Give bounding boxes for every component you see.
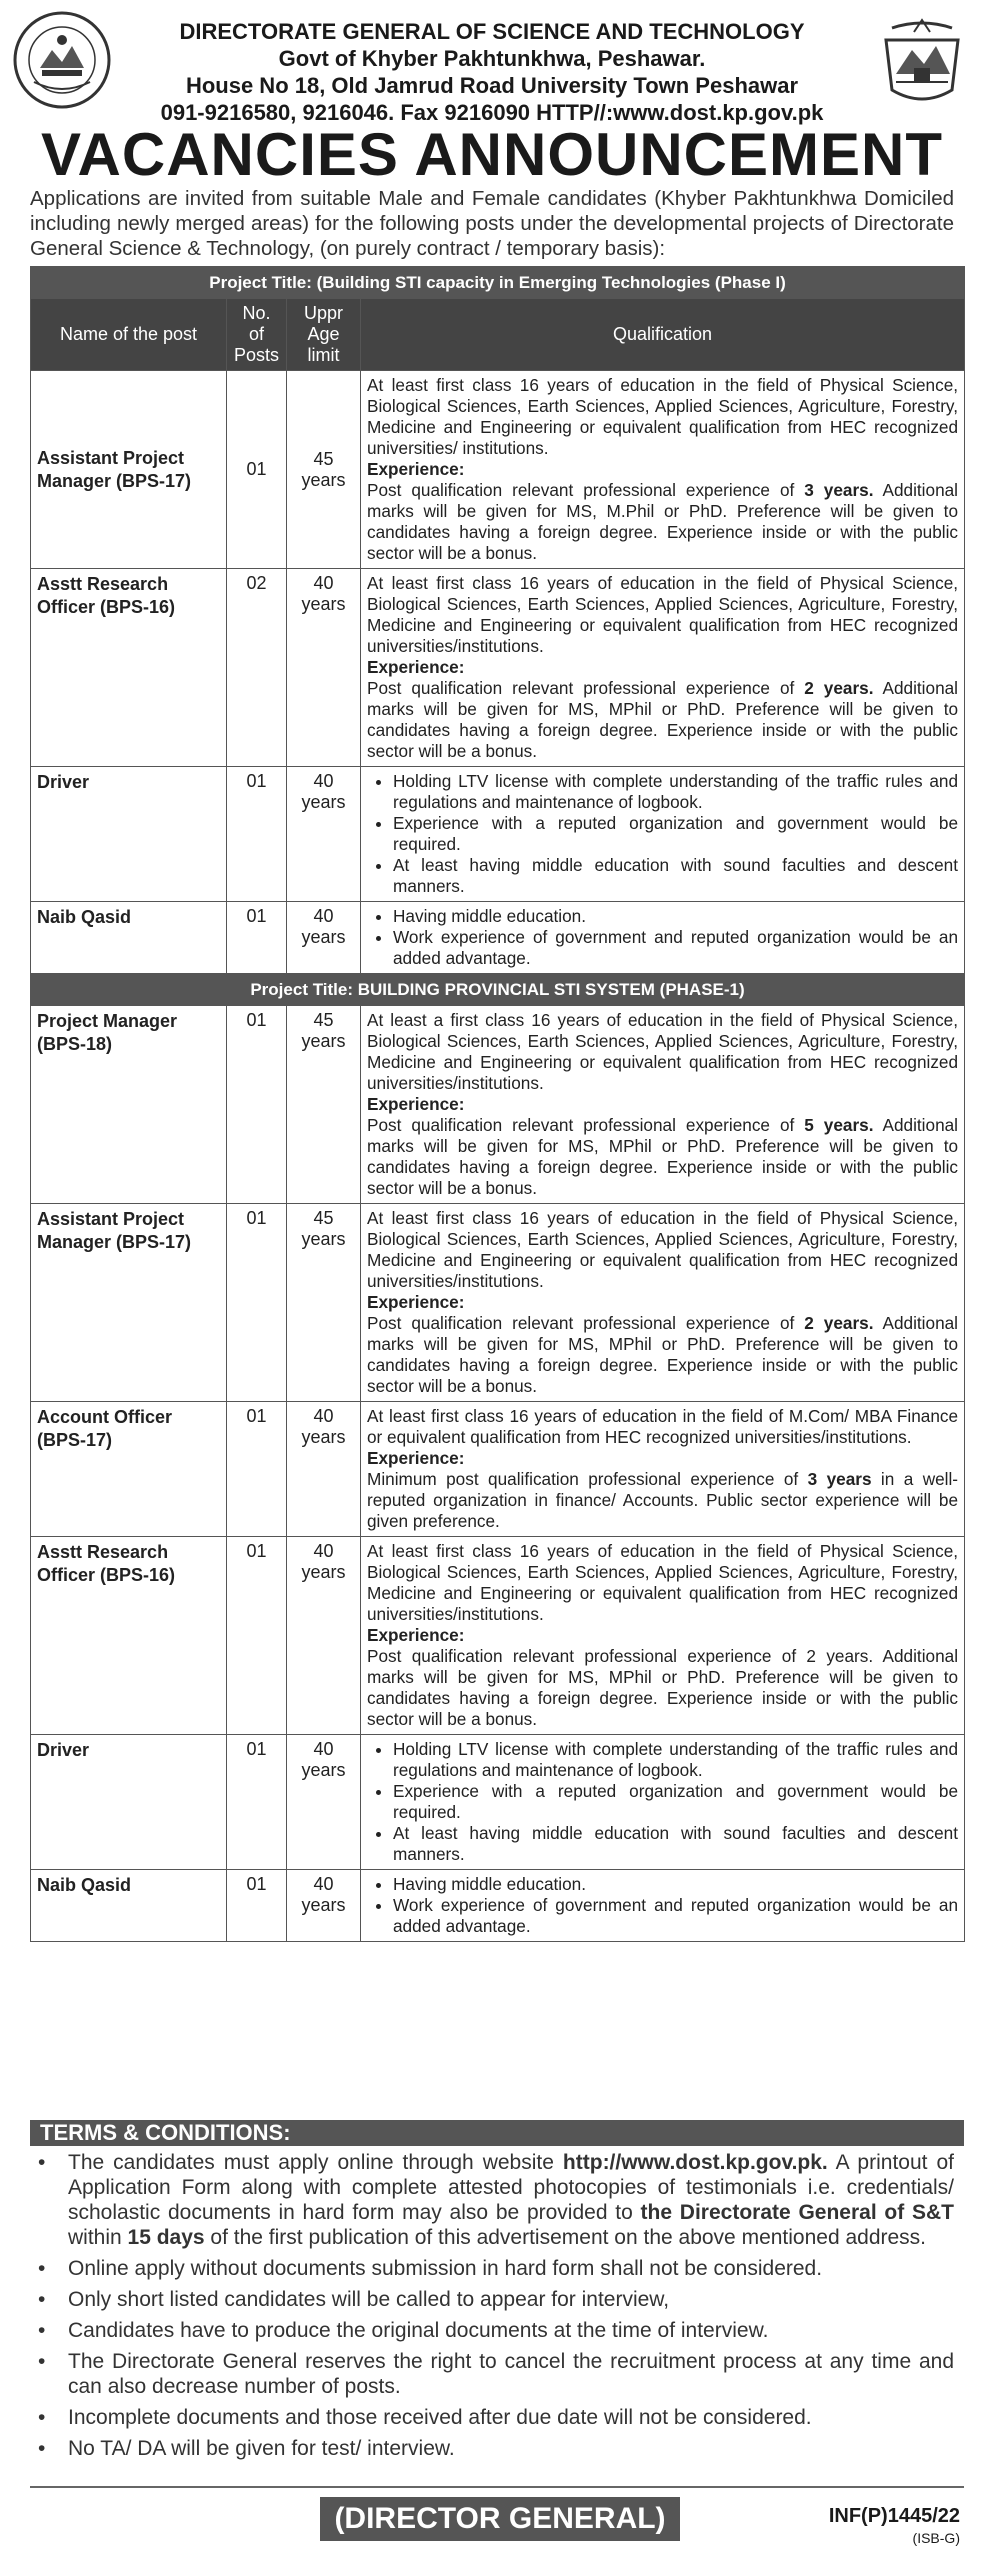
qualification-text: At least first class 16 years of education in the field of M.Com/ MBA Finance or equivalent qualification from HEC recognized universities/institutions. xyxy=(367,1406,959,1447)
terms-item xyxy=(38,2436,954,2461)
post-name: Driver xyxy=(31,767,227,902)
table-row xyxy=(31,1870,965,1942)
qualification xyxy=(361,902,965,974)
age-limit: 40 years xyxy=(287,1537,361,1735)
experience-label: Experience: xyxy=(367,657,465,677)
terms-bold: 15 days xyxy=(127,2226,205,2249)
bullet-icon: • xyxy=(38,2151,46,2174)
experience-text-a: Post qualification relevant professional experience of xyxy=(367,678,805,698)
requirement-item: • Having middle education. xyxy=(393,906,958,927)
qualification xyxy=(361,569,965,767)
experience-text xyxy=(367,480,958,564)
bullet-icon: • xyxy=(38,2288,46,2311)
age-limit: 45 years xyxy=(287,1204,361,1402)
contact-line: 091-9216580, 9216046. Fax 9216090 HTTP//:www.dost.kp.gov.pk xyxy=(160,100,824,125)
col-header-age: Uppr Age limit xyxy=(287,299,361,371)
terms-item xyxy=(38,2150,954,2250)
age-limit: 45 years xyxy=(287,1006,361,1204)
address: House No 18, Old Jamrud Road University Town Peshawar xyxy=(185,73,799,98)
terms-text: A printout of Application Form along with complete attested photocopies of testimonials i.e. credentials/ scholastic documents in hard form may also be provided to xyxy=(68,2151,954,2224)
post-count: 01 xyxy=(227,1204,287,1402)
post-name: Asstt Research Officer (BPS-16) xyxy=(31,569,227,767)
col-header-posts: No. of Posts xyxy=(227,299,287,371)
age-limit: 45 years xyxy=(287,371,361,569)
table-row xyxy=(31,1537,965,1735)
qualification-text: At least first class 16 years of education in the field of Physical Science, Biological Sciences, Earth Sciences, Applied Sciences, Agriculture, Forestry, Medicine and Engineering or equivalent qualification from HEC recognized universities/institutions. xyxy=(367,1208,959,1291)
terms-item xyxy=(38,2318,954,2343)
table-row xyxy=(31,1006,965,1204)
dost-seal-logo xyxy=(12,10,112,110)
requirement-list xyxy=(367,771,958,897)
project-title: Project Title: BUILDING PROVINCIAL STI SYSTEM (PHASE-1) xyxy=(31,974,965,1006)
requirement-item: • Holding LTV license with complete understanding of the traffic rules and regulations and maintenance of logbook. xyxy=(393,1739,958,1781)
experience-years: 5 years. xyxy=(804,1115,874,1135)
experience-text-c: Additional marks will be given for MS, MPhil or PhD. Preference will be given to candidates having a foreign degree. Experience inside or with the public sector will be a bonus. xyxy=(367,678,959,761)
experience-text-c: Additional marks will be given for MS, MPhil or PhD. Preference will be given to candidates having a foreign degree. Experience inside or with the public sector will be a bonus. xyxy=(367,1115,959,1198)
kp-govt-emblem xyxy=(872,10,972,110)
experience-label: Experience: xyxy=(367,1625,465,1645)
col-header-post: Name of the post xyxy=(31,299,227,371)
qualification-text: At least first class 16 years of education in the field of Physical Science, Biological Sciences, Earth Sciences, Applied Sciences, Agriculture, Forestry, Medicine and Engineering or equivalent qualification from HEC recognized universities/ institutions. xyxy=(367,375,959,458)
website-link[interactable]: http://www.dost.kp.gov.pk. xyxy=(562,2151,828,2174)
table-row xyxy=(31,1204,965,1402)
bullet-icon: • xyxy=(38,2350,46,2373)
bullet-icon: • xyxy=(38,2437,46,2460)
requirement-item: • Holding LTV license with complete understanding of the traffic rules and regulations and maintenance of logbook. xyxy=(393,771,958,813)
qualification xyxy=(361,371,965,569)
experience-label: Experience: xyxy=(367,1094,465,1114)
post-count: 01 xyxy=(227,371,287,569)
terms-text: No TA/ DA will be given for test/ interview. xyxy=(68,2437,455,2460)
table-header-row xyxy=(31,299,965,371)
org-name: DIRECTORATE GENERAL OF SCIENCE AND TECHNOLOGY xyxy=(179,19,805,44)
requirement-list xyxy=(367,1874,958,1937)
experience-label: Experience: xyxy=(367,459,465,479)
experience-years: 2 years. xyxy=(804,1313,874,1333)
experience-text-a: Post qualification relevant professional experience of xyxy=(367,1313,805,1333)
terms-text: The Directorate General reserves the right to cancel the recruitment process at any time and can also decrease number of posts. xyxy=(68,2350,954,2398)
age-limit: 40 years xyxy=(287,1870,361,1942)
experience-label: Experience: xyxy=(367,1292,465,1312)
experience-text-c: Additional marks will be given for MS, MPhil or PhD. Preference will be given to candidates having a foreign degree. Experience inside or with the public sector will be a bonus. xyxy=(367,1646,959,1729)
terms-item xyxy=(38,2349,954,2399)
table-row xyxy=(31,371,965,569)
age-limit: 40 years xyxy=(287,767,361,902)
terms-item xyxy=(38,2256,954,2281)
vacancies-table xyxy=(30,266,965,1942)
col-header-qualification: Qualification xyxy=(361,299,965,371)
post-count: 01 xyxy=(227,1006,287,1204)
age-limit: 40 years xyxy=(287,1735,361,1870)
experience-label: Experience: xyxy=(367,1448,465,1468)
table-row xyxy=(31,1735,965,1870)
bullet-icon: • xyxy=(38,2319,46,2342)
post-name: Naib Qasid xyxy=(31,902,227,974)
age-limit: 40 years xyxy=(287,569,361,767)
qualification xyxy=(361,1537,965,1735)
post-count: 01 xyxy=(227,767,287,902)
experience-text-a: Minimum post qualification professional experience of xyxy=(367,1469,808,1489)
qualification-text: At least first class 16 years of education in the field of Physical Science, Biological Sciences, Earth Sciences, Applied Sciences, Agriculture, Forestry, Medicine and Engineering or equivalent qualification from HEC recognized universities/institutions. xyxy=(367,1541,959,1624)
post-name: Assistant Project Manager (BPS-17) xyxy=(31,1204,227,1402)
experience-text-c: Additional marks will be given for MS, M.Phil or PhD. Preference will be given to candidates having a foreign degree. Experience inside or with the public sector will be a bonus. xyxy=(367,480,959,563)
post-count: 01 xyxy=(227,902,287,974)
post-count: 02 xyxy=(227,569,287,767)
signature-block: (DIRECTOR GENERAL) xyxy=(320,2497,680,2541)
govt-name: Govt of Khyber Pakhtunkhwa, Peshawar. xyxy=(278,46,706,71)
terms-item xyxy=(38,2287,954,2312)
terms-list xyxy=(38,2150,954,2467)
experience-text xyxy=(367,1115,958,1199)
terms-text: Candidates have to produce the original documents at the time of interview. xyxy=(68,2319,769,2342)
requirement-list xyxy=(367,1739,958,1865)
experience-text-a: Post qualification relevant professional experience of 2 years. xyxy=(367,1646,874,1666)
post-count: 01 xyxy=(227,1537,287,1735)
page-title: VACANCIES ANNOUNCEMENT xyxy=(40,121,944,188)
post-name: Driver xyxy=(31,1735,227,1870)
experience-text-a: Post qualification relevant professional experience of xyxy=(367,1115,805,1135)
requirement-item: • Having middle education. xyxy=(393,1874,958,1895)
requirement-item: • Work experience of government and reputed organization would be an added advantage. xyxy=(393,927,958,969)
table-row xyxy=(31,767,965,902)
terms-text: Only short listed candidates will be called to appear for interview, xyxy=(68,2288,670,2311)
qualification xyxy=(361,1402,965,1537)
table-row xyxy=(31,1402,965,1537)
bullet-icon: • xyxy=(38,2257,46,2280)
qualification xyxy=(361,1006,965,1204)
experience-text xyxy=(367,1313,958,1397)
requirement-item: • At least having middle education with sound faculties and descent manners. xyxy=(393,855,958,897)
post-name: Account Officer (BPS-17) xyxy=(31,1402,227,1537)
experience-text xyxy=(367,1469,958,1532)
qualification-text: At least first class 16 years of education in the field of Physical Science, Biological Sciences, Earth Sciences, Applied Sciences, Agriculture, Forestry, Medicine and Engineering or equivalent qualification from HEC recognized universities/institutions. xyxy=(367,573,959,656)
experience-years: 3 years. xyxy=(804,480,874,500)
project-title-row xyxy=(31,267,965,299)
post-name: Assistant Project Manager (BPS-17) xyxy=(31,371,227,569)
post-count: 01 xyxy=(227,1735,287,1870)
requirement-item: • Experience with a reputed organization and government would be required. xyxy=(393,813,958,855)
terms-heading: TERMS & CONDITIONS: xyxy=(30,2120,964,2146)
header-text xyxy=(120,18,864,126)
qualification xyxy=(361,1735,965,1870)
experience-text-c: Additional marks will be given for MS, MPhil or PhD. Preference will be given to candidates having a foreign degree. Experience inside or with the public sector will be a bonus. xyxy=(367,1313,959,1396)
qualification xyxy=(361,1204,965,1402)
experience-text xyxy=(367,678,958,762)
reference-code: (ISB-G) xyxy=(912,2530,960,2546)
requirement-item: • Experience with a reputed organization and government would be required. xyxy=(393,1781,958,1823)
bullet-icon: • xyxy=(38,2406,46,2429)
table-row xyxy=(31,569,965,767)
intro-paragraph: Applications are invited from suitable Male and Female candidates (Khyber Pakhtunkhwa Domiciled including newly merged areas) for the following posts under the developmental projects of Directorate General Science & Technology, (on purely contract / temporary basis): xyxy=(30,187,954,260)
experience-text xyxy=(367,1646,958,1730)
experience-text-a: Post qualification relevant professional experience of xyxy=(367,480,805,500)
experience-text-c: in a well-reputed organization in finance/ Accounts. Public sector experience will be given preference. xyxy=(367,1469,959,1531)
terms-text: The candidates must apply online through website xyxy=(68,2151,563,2174)
post-name: Project Manager (BPS-18) xyxy=(31,1006,227,1204)
terms-text: of the first publication of this advertisement on the above mentioned address. xyxy=(204,2226,927,2249)
header xyxy=(0,0,984,125)
requirement-item: • At least having middle education with sound faculties and descent manners. xyxy=(393,1823,958,1865)
requirement-list xyxy=(367,906,958,969)
qualification xyxy=(361,1870,965,1942)
terms-item xyxy=(38,2405,954,2430)
terms-text: Online apply without documents submission in hard form shall not be considered. xyxy=(68,2257,823,2280)
divider xyxy=(30,2486,964,2488)
terms-bold: the Directorate General of S&T xyxy=(640,2201,954,2224)
reference-number: INF(P)1445/22 xyxy=(828,2505,960,2527)
age-limit: 40 years xyxy=(287,1402,361,1537)
experience-years: 3 years xyxy=(807,1469,872,1489)
requirement-item: • Work experience of government and reputed organization would be an added advantage. xyxy=(393,1895,958,1937)
post-count: 01 xyxy=(227,1402,287,1537)
post-name: Naib Qasid xyxy=(31,1870,227,1942)
project-title-row xyxy=(31,974,965,1006)
post-name: Asstt Research Officer (BPS-16) xyxy=(31,1537,227,1735)
age-limit: 40 years xyxy=(287,902,361,974)
post-count: 01 xyxy=(227,1870,287,1942)
project-title: Project Title: (Building STI capacity in Emerging Technologies (Phase I) xyxy=(31,267,965,299)
qualification xyxy=(361,767,965,902)
table-row xyxy=(31,902,965,974)
qualification-text: At least a first class 16 years of education in the field of Physical Science, Biological Sciences, Earth Sciences, Applied Sciences, Agriculture, Forestry, Medicine and Engineering or equivalent qualification from HEC recognized universities/institutions. xyxy=(367,1010,959,1093)
experience-years: 2 years. xyxy=(804,678,874,698)
terms-text: Incomplete documents and those received after due date will not be considered. xyxy=(68,2406,812,2429)
terms-text: within xyxy=(68,2226,128,2249)
